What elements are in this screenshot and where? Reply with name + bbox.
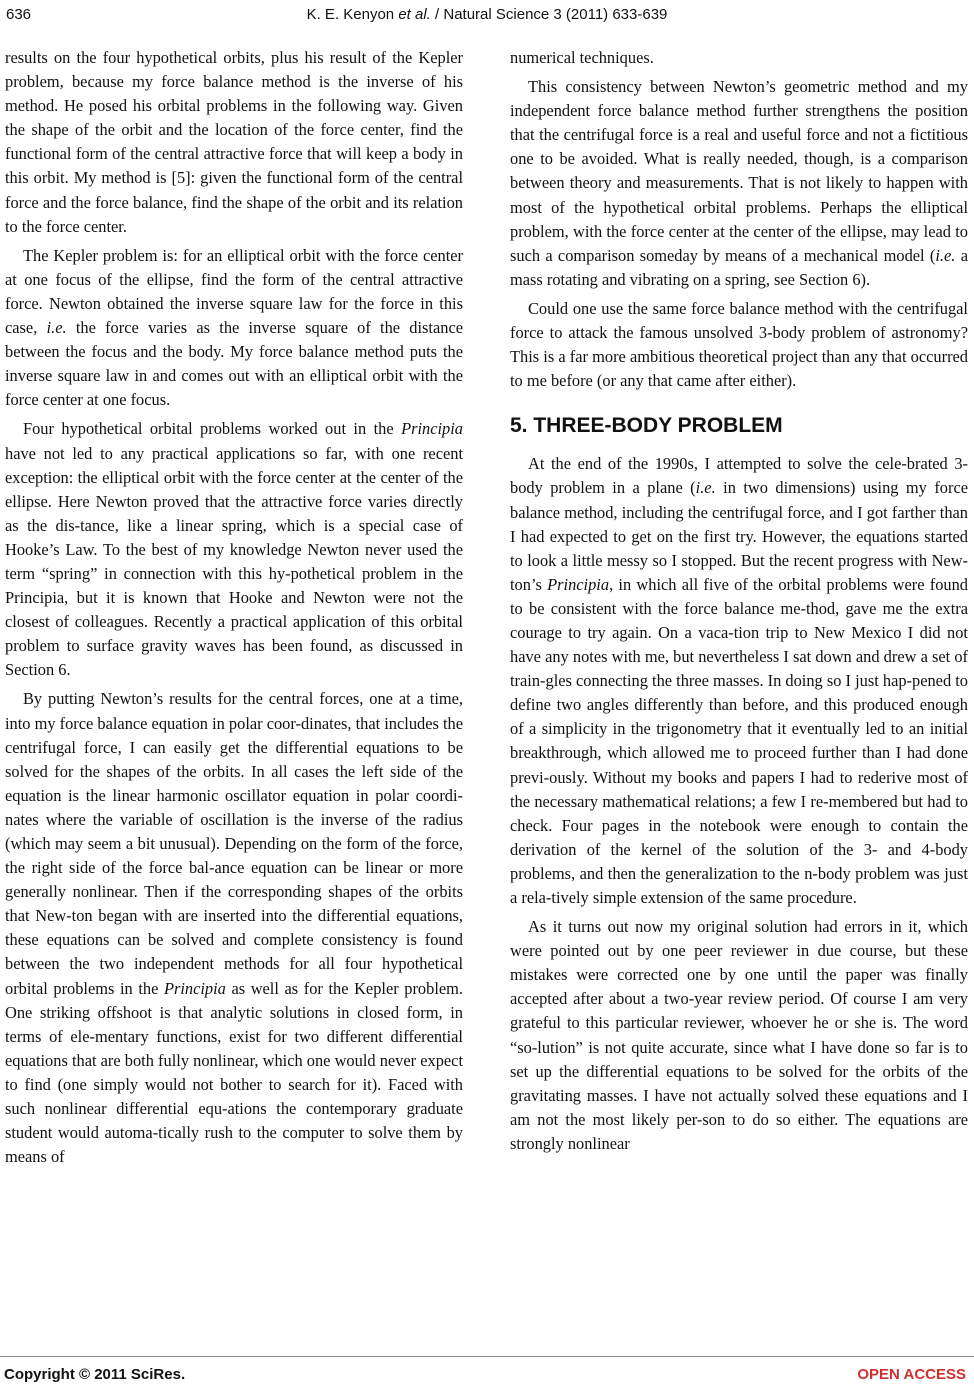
section-heading: 5. THREE-BODY PROBLEM bbox=[510, 414, 783, 438]
footer-rule bbox=[0, 1356, 974, 1357]
paragraph: As it turns out now my original solution had errors in it, which were pointed out by one peer reviewer in due course, but these mistakes were corrected one by one until the paper was finally accepted after about a two-year review period. Of course I am very grateful to this particular reviewer, whoever he or she is. The word “so-lution” is not quite accurate, since what I have done so far is to set up the differential equations to be solved for the orbits of the gravitating masses. I have not actually solved these equations and I am not the most likely per-son to do so either. The equations are strongly nonlinear bbox=[510, 917, 968, 1153]
right-column bbox=[510, 46, 968, 1156]
open-access-label: OPEN ACCESS bbox=[857, 1366, 966, 1383]
page-number: 636 bbox=[6, 6, 32, 23]
paragraph: By putting Newton’s results for the central forces, one at a time, into my force balance equation in polar coor-dinates, that includes the centrifugal force, I can easily get the differential equations to be solved for the shapes of the orbits. In all cases the left side of the equation is the linear harmonic oscillator equation in polar coordi-nates where the variable of oscillation is the inverse of the radius (which may seem a bit unusual). Depending on the form of the force, the right side of the force bal-ance equation can be linear or more generally nonlinear. Then if the corresponding shapes of the orbits that New-ton began with are inserted into the differential equations, these equations can be solved and complete consistency is found between the two independent methods for all four hypothetical orbital problems in the Principia as well as for the Kepler problem. One striking offshoot is that analytic solutions in closed form, in terms of ele-mentary functions, exist for two different differential equations that are both fully nonlinear, which one would never expect to find (one simply would not bother to search for it). Faced with such nonlinear differential equ-ations the contemporary graduate student would automa-tically rush to the computer to solve them by means of bbox=[5, 689, 463, 1167]
running-title: K. E. Kenyon et al. / Natural Science 3 (2011) 633-639 bbox=[306, 6, 668, 23]
paragraph: Could one use the same force balance method with the centrifugal force to attack the famous unsolved 3-body problem of astronomy? This is a far more ambitious theoretical project than any that occurred to me before (or any that came after either). bbox=[510, 298, 968, 391]
paragraph: At the end of the 1990s, I attempted to solve the cele-brated 3-body problem in a plane (i.e. in two dimensions) using my force balance method, including the centrifugal force, and I got farther than I had expected to get on the first try. However, the equations started to look a little messy so I stopped. But the recent progress with New-ton’s Principia, in which all five of the orbital problems were found to be consistent with the force balance me-thod, gave me the extra courage to try again. On a vaca-tion trip to New Mexico I did not have any notes with me, but nevertheless I sat down and drew a set of train-gles connecting the three masses. In doing so I just hap-pened to define two angles differently than before, and this produced enough of a simplicity in the trigonometry that it eventually led to an initial breakthrough, which allowed me to proceed further than I had done previ-ously. Without my books and papers I had to rederive most of the necessary mathematical relations; a few I re-membered but had to check. Four pages in the notebook were enough to contain the derivation of the kernel of the solution of the 3- and 4-body problems, and then the generalization to the n-body problem was just a rela-tively simple extension of the same procedure. bbox=[510, 454, 968, 907]
page-header bbox=[6, 6, 968, 28]
paragraph: numerical techniques. bbox=[510, 48, 654, 67]
paragraph: This consistency between Newton’s geometric method and my independent force balance method further strengthens the position that the centrifugal force is a real and useful force and not a fictitious one to be avoided. What is really needed, though, is a comparison between theory and measurements. That is not likely to happen with most of the hypothetical orbital problems. Perhaps the elliptical problem, with the force center at the center of the ellipse, may lead to such a comparison someday by means of a mechanical model (i.e. a mass rotating and vibrating on a spring, see Section 6). bbox=[510, 77, 968, 289]
left-column bbox=[5, 46, 463, 1169]
paragraph: The Kepler problem is: for an elliptical orbit with the force center at one focus of the ellipse, find the form of the central attractive force. Newton obtained the inverse square law for the force in this case, i.e. the force varies as the inverse square of the distance between the focus and the body. My force balance method puts the inverse square law in and comes out with an elliptical orbit with the force center at one focus. bbox=[5, 245, 463, 410]
paragraph: results on the four hypothetical orbits, plus his result of the Kepler problem, because my force balance method is the inverse of his method. He posed his orbital problems in the following way. Given the shape of the orbit and the location of the force center, find the functional form of the central attractive force that will keep a body in this orbit. My method is [5]: given the functional form of the central force and the force balance, find the shape of the orbit and its relation to the force center. bbox=[5, 48, 463, 236]
copyright-notice: Copyright © 2011 SciRes. bbox=[4, 1366, 186, 1383]
paragraph: Four hypothetical orbital problems worked out in the Principia have not led to any practical applications so far, with one recent exception: the elliptical orbit with the force center at the center of the ellipse. Here Newton proved that the attractive force varies directly as the dis-tance, like a linear spring, which is a special case of Hooke’s Law. To the best of my knowledge Newton never used the term “spring” in connection with this hy-pothetical problem in the Principia, but it is known that Hooke and Newton were not the closest of colleagues. Recently a practical application of this orbital problem to surface gravity waves has been found, as discussed in Section 6. bbox=[5, 419, 463, 680]
